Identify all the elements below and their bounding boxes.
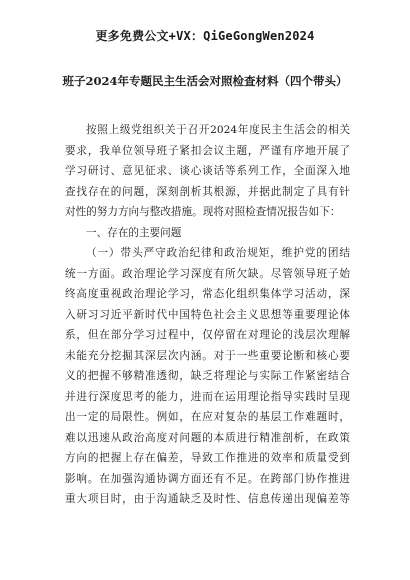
body-line: 并进行深度思考的能力，进而在运用理论指导实践时呈现 — [65, 390, 350, 403]
body-line: 未能充分挖掘其深层次内涵。对于一些重要论断和核心要 — [65, 349, 350, 362]
body-line: 学习研讨、意见征求、谈心谈话等系列工作，全面深入地 — [65, 165, 350, 177]
body-line: 对性的努力方向与整改措施。现将对照检查情况报告如下： — [65, 206, 341, 218]
body-line: 查找存在的问题，深刻剖析其根源，并据此制定了具有针 — [65, 185, 350, 198]
section-heading: 一、存在的主要问题 — [86, 226, 182, 239]
body-line: 统一方面。政治理论学习深度有所欠缺。尽管领导班子始 — [65, 267, 350, 280]
body-line: 方向的把握上存在偏差，导致工作推进的效率和质量受到 — [65, 452, 350, 464]
body-line: 出一定的局限性。例如，在应对复杂的基层工作难题时， — [65, 411, 350, 423]
body-line: （一）带头严守政治纪律和政治规矩，维护党的团结 — [86, 247, 350, 259]
body-line: 难以迅速从政治高度对问题的本质进行精准剖析，在政策 — [65, 431, 350, 444]
body-line: 要求，我单位领导班子紧扣会议主题，严谨有序地开展了 — [65, 144, 350, 157]
body-line: 终高度重视政治理论学习，常态化组织集体学习活动，深 — [65, 288, 350, 300]
body-line: 重大项目时，由于沟通缺乏及时性、信息传递出现偏差等 — [65, 493, 350, 505]
body-line: 入研习习近平新时代中国特色社会主义思想等重要理论体 — [65, 308, 350, 321]
body-line: 义的把握不够精准透彻，缺乏将理论与实际工作紧密结合 — [65, 370, 350, 382]
document-title: 班子2024年专题民主生活会对照检查材料（四个带头） — [62, 74, 348, 88]
body-line: 影响。在加强沟通协调方面还有不足。在跨部门协作推进 — [65, 472, 350, 485]
body-line: 系，但在部分学习过程中，仅停留在对理论的浅层次理解 — [65, 329, 350, 341]
body-line: 按照上级党组织关于召开2024年度民主生活会的相关 — [86, 124, 350, 136]
promo-header: 更多免费公文+VX：QiGeGongWen2024 — [95, 29, 315, 43]
document-body — [65, 120, 350, 510]
